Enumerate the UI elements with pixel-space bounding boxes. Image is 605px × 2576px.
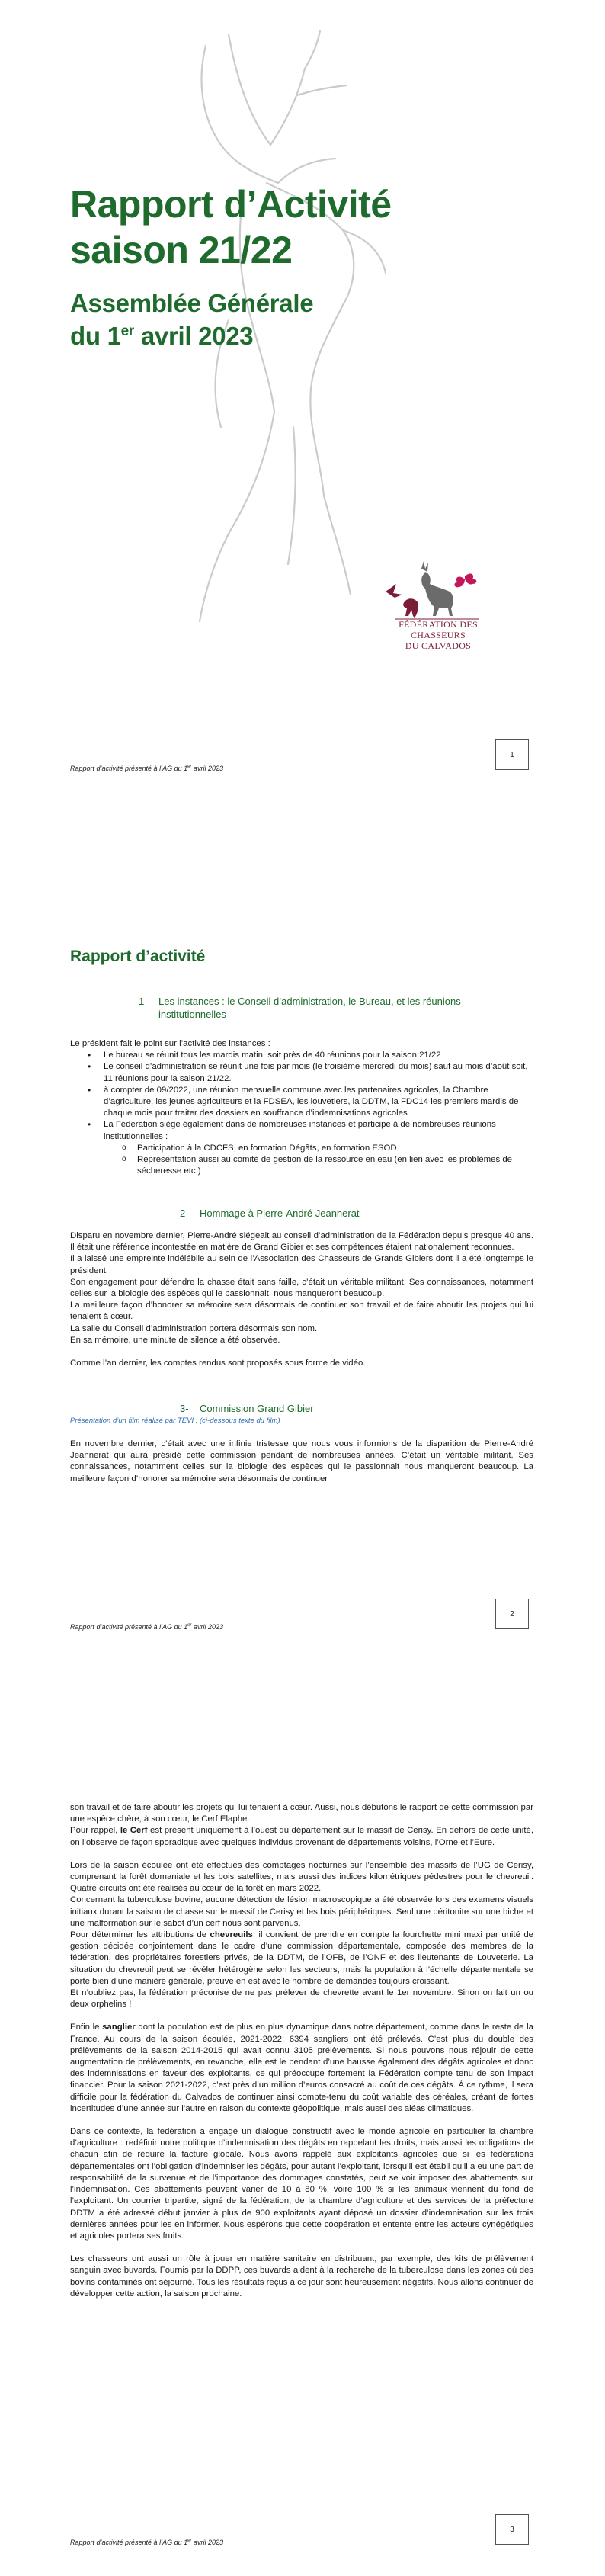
section-1-title	[139, 995, 535, 1021]
section-heading: Rapport d’activité	[70, 948, 206, 965]
section-1-title-line-1: Les instances : le Conseil d’administration, le Bureau, et les réunions	[158, 996, 461, 1007]
cerf-text: Pour rappel,	[70, 1826, 120, 1836]
page-number-1: 1	[495, 739, 529, 770]
cerf-bold: le Cerf	[120, 1826, 148, 1836]
list-item: • La Fédération siège également dans de nombreuses instances et participe à de nombreuses réunions institutionnelles :	[70, 1119, 533, 1142]
footer-prefix: Rapport d’activité présenté à l’AG du 1	[70, 765, 188, 772]
page-3-footer	[70, 2539, 223, 2546]
subtitle-sup: er	[120, 323, 135, 339]
section-2-body	[70, 1230, 533, 1369]
footer-suffix: avril 2023	[191, 1623, 223, 1631]
cerf-text: est présent uniquement à l’ouest du département sur le massif de Cerisy. En dehors de cette unité, on l’observe de façon sporadique avec quelques individus provenant de départements voisins, l’Orne et l’Eure.	[70, 1826, 534, 1847]
footer-sup: er	[187, 2539, 192, 2543]
page-3-body	[70, 1802, 533, 2300]
subtitle-line-1: Assemblée Générale	[70, 289, 314, 317]
report-subtitle	[70, 287, 497, 352]
instances-list	[70, 1050, 533, 1143]
footer-suffix: avril 2023	[191, 765, 223, 772]
cerf-paragraph: son travail et de faire aboutir les projets qui lui tenaient à cœur. Aussi, nous débutons le rapport de cette commission par une espèce chère, à son cœur, le Cerf Elaphe.	[70, 1803, 533, 1824]
sanglier-text: Enfin le	[70, 2023, 103, 2032]
hommage-paragraph: La salle du Conseil d’administration portera désormais son nom.	[70, 1323, 318, 1333]
subtitle-line-2	[70, 319, 497, 352]
hommage-paragraph: Comme l’an dernier, les comptes rendus sont proposés sous forme de vidéo.	[70, 1359, 366, 1368]
footer-prefix: Rapport d’activité présenté à l’AG du 1	[70, 2539, 188, 2546]
section-1-title-line-2: institutionnelles	[158, 1009, 226, 1020]
chevreuil-text: , il convient de prendre en compte la fourchette mini maxi par unité de gestion décidée conjointement dans le cadre d’une commission départementale, composée des membres de la fédération, des propriétaires forestiers privés, de la DDTM, de l’OFB, de l’ONF et des lieutenants de Louveterie. La situation du chevreuil peut se révéler hétérogène selon les secteurs, mais la population à l’échelle départementale se porte bien d’une manière générale, preuve en est avec le nombre de demandes toujours croissant.	[70, 1930, 533, 1986]
section-1-number: 1-	[139, 996, 148, 1007]
hommage-paragraph: Il a laissé une empreinte indélébile au sein de l’Association des Chasseurs de Grands Gibiers dont il a été longtemps le président.	[70, 1254, 533, 1275]
chevreuil-text: Pour déterminer les attributions de	[70, 1930, 210, 1940]
intro-paragraph: Le président fait le point sur l’activité des instances :	[70, 1039, 270, 1048]
sub-list-item: o Représentation aussi au comité de gestion de la ressource en eau (en lien avec les problèmes de sécheresse etc.)	[70, 1154, 533, 1177]
logo-line-1: FÉDÉRATION DES CHASSEURS	[399, 619, 478, 640]
footer-sup: er	[187, 765, 192, 769]
section-2-number: 2-	[180, 1208, 189, 1219]
grand-gibier-paragraph: En novembre dernier, c’était avec une infinie tristesse que nous vous informions de la disparition de Pierre-André Jeannerat qui aura présidé cette commission pendant de nombreuses années. C’était un véritable militant. Ses connaissances, notamment celles sur la biologie des espèces qui le passionnait nous manqueront beaucoup. La meilleure façon d’honorer sa mémoire sera désormais de continuer	[70, 1439, 533, 1484]
hommage-paragraph: Disparu en novembre dernier, Pierre-André siégeait au conseil d’administration de la Fédération depuis presque 40 ans. Il était une référence incontestée en matière de Grand Gibier et ses compétences étaient nationalement reconnues.	[70, 1231, 533, 1253]
video-caption: Présentation d’un film réalisé par TEVI : (ci-dessous texte du film)	[70, 1416, 280, 1425]
comptage-paragraph: Lors de la saison écoulée ont été effectués des comptages nocturnes sur l’ensemble des massifs de l’UG de Cerisy, comprenant la forêt domaniale et les bois satellites, mais aussi des indices kilométriques pédestres pour le chevreuil. Quatre circuits ont été réalisés au cœur de la forêt en mars 2022.	[70, 1860, 533, 1894]
sub-list-item: o Participation à la CDCFS, en formation Dégâts, en formation ESOD	[70, 1143, 533, 1154]
sanglier-bold: sanglier	[102, 2023, 136, 2032]
sanitaire-paragraph: Les chasseurs ont aussi un rôle à jouer en matière sanitaire en distribuant, par exemple, des kits de prélèvement sanguin avec buvards. Fournis par la DDPP, ces buvards aident à la recherche de la tuberculose dans les zones où des bovins contaminés ont séjourné. Tous les résultats reçus à ce jour sont heureusement négatifs. Nous allons continuer de développer cette action, la saison prochaine.	[70, 2254, 533, 2299]
cerf-paragraph	[70, 1825, 533, 1848]
footer-prefix: Rapport d’activité présenté à l’AG du 1	[70, 1623, 188, 1631]
footer-suffix: avril 2023	[191, 2539, 223, 2546]
footer-sup: er	[187, 1623, 192, 1628]
section-3-title-text: Commission Grand Gibier	[200, 1403, 314, 1414]
section-3-title	[180, 1402, 314, 1415]
chevrette-paragraph: Et n’oubliez pas, la fédération préconise de ne pas prélever de chevrette avant le 1er novembre. Sinon on fait un ou deux orphelins !	[70, 1988, 533, 2010]
section-2-title-text: Hommage à Pierre-André Jeannerat	[200, 1208, 360, 1219]
hommage-paragraph: La meilleure façon d’honorer sa mémoire sera désormais de continuer son travail et de faire aboutir les projets qui lui tenaient à cœur.	[70, 1301, 533, 1322]
logo-line-2: DU CALVADOS	[405, 640, 472, 651]
sanglier-text: dont la population est de plus en plus dynamique dans notre département, comme dans le reste de la France. Au cours de la saison écoulée, 2021-2022, 6394 sangliers ont été prélevés. C’est plus du double des prélèvements de la saison 2014-2015 qui avait connu 3105 prélèvements. Si nous pouvons nous réjouir de cette augmentation de prélèvements, en revanche, elle est le pendant d’une hausse également des dégâts agricoles et donc des indemnisations en faveur des exploitants, ce qui préoccupe fortement la Fédération compte tenu de son impact financier. Pour la saison 2021-2022, c’est près d’un million d’euros consacré au coût de ces dégâts. À ce rythme, il sera difficile pour la fédération du Calvados de continuer ainsi compte-tenu du coût variable des céréales, créant de fortes incertitudes d’une année sur l’autre en raison du contexte géopolitique, mais aussi des aléas climatiques.	[70, 2023, 533, 2113]
sanglier-paragraph	[70, 2022, 533, 2115]
hommage-paragraph: Son engagement pour défendre la chasse était sans faille, c’était un véritable militant. Ses connaissances, notamment celles sur la biologie des espèces qui le passionnait, nous manqueront beaucoup.	[70, 1277, 533, 1299]
section-3-body	[70, 1439, 533, 1485]
title-line-1: Rapport d’Activité	[70, 183, 392, 226]
section-1-body	[70, 1038, 533, 1177]
dialogue-paragraph: Dans ce contexte, la fédération a engagé un dialogue constructif avec le monde agricole en particulier la chambre d’agriculture : redéfinir notre politique d’indemnisation des dégâts en rappelant les droits, mais aussi les obligations de chacun afin de réduire la facture globale. Nous avons rappelé aux exploitants agricoles que si les fédérations départementales ont l’obligation d’indemniser les dégâts, pour autant l’exploitant, lorsqu’il est établi qu’il a eu une part de responsabilité de la survenue et de l’importance des dommages constatés, peut se voir imposer des abattements sur l’indemnisation. Ces abattements peuvent varier de 10 à 80 %, voire 100 % si les animaux viennent du fond de l’exploitant. Un courrier tripartite, signé de la fédération, de la chambre d’agriculture et des services de la préfecture DDTM a été adressé début janvier à plus de 900 exploitants ayant déposé un dossier d’indemnisation sur les trois dernières années pour les en informer. Nous espérons que cette coopération et entente entre les acteurs cynégétiques et agricoles portera ses fruits.	[70, 2127, 533, 2241]
report-title	[70, 181, 497, 273]
instances-sub-list	[70, 1143, 533, 1178]
tuberculose-paragraph: Concernant la tuberculose bovine, aucune détection de lésion macroscopique a été observée lors des examens visuels initiaux durant la saison de chasse sur le massif de Cerisy et les bois périphériques. Seul une péritonite sur une biche et une malformation sur le sabot d’un cerf nous sont parvenus.	[70, 1895, 533, 1928]
page-number-2: 2	[495, 1599, 529, 1629]
chevreuil-bold: chevreuils	[210, 1930, 253, 1940]
title-line-2: saison 21/22	[70, 229, 293, 271]
page-2-footer	[70, 1623, 223, 1631]
list-item: • à compter de 09/2022, une réunion mensuelle commune avec les partenaires agricoles, la Chambre d’agriculture, les jeunes agriculteurs et la FDSEA, les louvetiers, la DDTM, la FDC14 les premiers mardis de chaque mois pour traiter des dossiers en souffrance d’indemnisations agricoles	[70, 1085, 533, 1120]
list-item: • Le bureau se réunit tous les mardis matin, soit près de 40 réunions pour la saison 21/22	[70, 1050, 533, 1061]
list-item: • Le conseil d’administration se réunit une fois par mois (le troisième mercredi du mois) sauf au mois d’août soit, 11 réunions pour la saison 21/22.	[70, 1061, 533, 1084]
page-number-3: 3	[495, 2514, 529, 2545]
chevreuil-paragraph	[70, 1930, 533, 1987]
section-3-number: 3-	[180, 1403, 189, 1414]
federation-logo-text	[373, 619, 503, 651]
page-1-footer	[70, 765, 223, 772]
hommage-paragraph: En sa mémoire, une minute de silence a été observée.	[70, 1335, 280, 1345]
section-2-title	[180, 1207, 360, 1220]
subtitle-suffix: avril 2023	[134, 322, 254, 350]
subtitle-prefix: du 1	[70, 322, 121, 350]
